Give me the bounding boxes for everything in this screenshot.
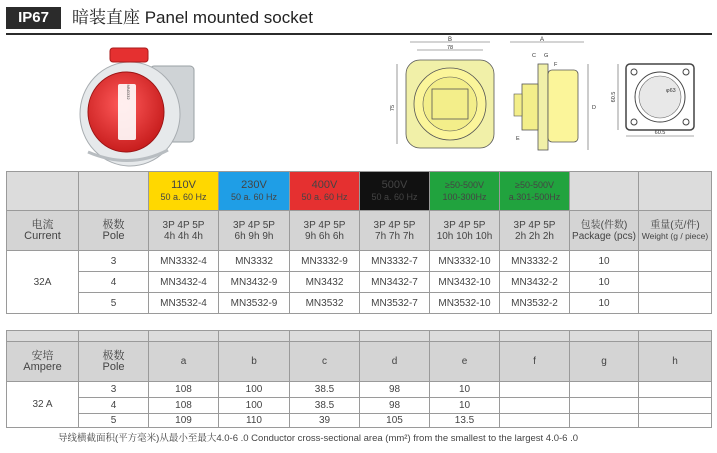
dim-value: 98 — [360, 398, 430, 414]
pole-value: 3 — [79, 251, 149, 272]
pole-header: 极数 Pole — [79, 211, 149, 251]
blank-cell — [79, 331, 149, 342]
front-view-drawing — [390, 36, 502, 154]
package-value: 10 — [570, 272, 639, 293]
pole-value: 3 — [79, 382, 149, 398]
dim-value: 100 — [219, 398, 290, 414]
dim-value: 108 — [149, 398, 219, 414]
product-code: MN3532-7 — [360, 293, 430, 314]
svg-text:75: 75 — [390, 104, 396, 112]
package-value: 10 — [570, 293, 639, 314]
weight-header: 重量(克/件) Weight (g / piece) — [639, 211, 712, 251]
package-header: 包装(件数) Package (pcs) — [570, 211, 639, 251]
dim-col-d: d — [360, 342, 430, 382]
blank-cell — [639, 331, 712, 342]
dim-value — [500, 414, 570, 428]
dim-value: 110 — [219, 414, 290, 428]
voltage-110v: 110V 50 a. 60 Hz — [149, 172, 219, 211]
footnote: 导线横截面积(平方毫米)从最小至最大4.0-6 .0 Conductor cross-sectional area (mm²) from the smallest to the largest 4.0-6 .0 — [58, 433, 579, 444]
table-row — [7, 398, 712, 414]
dim-value: 13.5 — [430, 414, 500, 428]
dim-value — [500, 398, 570, 414]
panel-cutout-drawing — [610, 56, 710, 142]
dim-value — [639, 382, 712, 398]
pole-header: 极数 Pole — [79, 342, 149, 382]
voltage-50-500v-high: ≥50-500V a.301-500Hz — [500, 172, 570, 211]
product-code-table — [6, 171, 712, 314]
blank-cell — [570, 331, 639, 342]
svg-text:60.5: 60.5 — [611, 91, 617, 103]
voltage-230v: 230V 50 a. 60 Hz — [219, 172, 290, 211]
package-value: 10 — [570, 251, 639, 272]
current-value: 32A — [7, 251, 79, 314]
table-row — [7, 251, 712, 272]
product-code: MN3532 — [290, 293, 360, 314]
dim-value: 109 — [149, 414, 219, 428]
blank-cell — [7, 331, 79, 342]
blank-cell — [149, 331, 219, 342]
table-row — [7, 293, 712, 314]
product-code: MN3432-4 — [149, 272, 219, 293]
product-code: MN3332-7 — [360, 251, 430, 272]
column-header-row — [7, 211, 712, 251]
dimension-header-row — [7, 342, 712, 382]
dim-value: 39 — [290, 414, 360, 428]
product-photo — [68, 40, 200, 170]
dim-value: 100 — [219, 382, 290, 398]
blank-cell — [7, 172, 79, 211]
side-view-drawing — [502, 36, 600, 154]
blank-cell — [500, 331, 570, 342]
svg-text:60.5: 60.5 — [654, 130, 666, 136]
blank-cell — [79, 172, 149, 211]
blank-cell — [570, 172, 639, 211]
pole-value: 5 — [79, 293, 149, 314]
blank-cell — [639, 172, 712, 211]
table-row — [7, 272, 712, 293]
product-code: MN3532-9 — [219, 293, 290, 314]
weight-value — [639, 272, 712, 293]
dim-value — [500, 382, 570, 398]
pins-header: 3P 4P 5P 7h 7h 7h — [360, 211, 430, 251]
dim-value: 38.5 — [290, 382, 360, 398]
product-code: MN3332-4 — [149, 251, 219, 272]
dim-col-f: f — [500, 342, 570, 382]
product-code: MN3532-10 — [430, 293, 500, 314]
product-code: MN3332-10 — [430, 251, 500, 272]
voltage-500v: 500V 50 a. 60 Hz — [360, 172, 430, 211]
product-code: MN3432 — [290, 272, 360, 293]
pole-value: 4 — [79, 272, 149, 293]
dim-value: 98 — [360, 382, 430, 398]
blank-cell — [219, 331, 290, 342]
svg-text:E: E — [516, 136, 520, 142]
dim-value — [639, 414, 712, 428]
dim-col-e: e — [430, 342, 500, 382]
product-code: MN3432-2 — [500, 272, 570, 293]
svg-text:78: 78 — [446, 45, 454, 51]
dim-value: 105 — [360, 414, 430, 428]
weight-value — [639, 251, 712, 272]
svg-text:G: G — [544, 53, 549, 59]
pins-header: 3P 4P 5P 2h 2h 2h — [500, 211, 570, 251]
svg-text:D: D — [592, 105, 596, 111]
dim-value: 108 — [149, 382, 219, 398]
dim-value: 10 — [430, 382, 500, 398]
pins-header: 3P 4P 5P 10h 10h 10h — [430, 211, 500, 251]
product-code: MN3532-2 — [500, 293, 570, 314]
product-code: MN3332 — [219, 251, 290, 272]
weight-value — [639, 293, 712, 314]
svg-text:C: C — [532, 53, 536, 59]
voltage-header-row — [7, 172, 712, 211]
dim-col-g: g — [570, 342, 639, 382]
pins-header: 3P 4P 5P 6h 9h 9h — [219, 211, 290, 251]
ampere-header: 安培 Ampere — [7, 342, 79, 382]
pins-header: 3P 4P 5P 9h 6h 6h — [290, 211, 360, 251]
product-code: MN3432-9 — [219, 272, 290, 293]
spacer-row — [7, 331, 712, 342]
dim-col-c: c — [290, 342, 360, 382]
dim-value — [570, 398, 639, 414]
current-header: 电流 Current — [7, 211, 79, 251]
product-code: MN3332-9 — [290, 251, 360, 272]
dim-value: 10 — [430, 398, 500, 414]
dim-value — [570, 382, 639, 398]
svg-text:φ63: φ63 — [666, 88, 676, 94]
page-title: 暗装直座 Panel mounted socket — [72, 8, 313, 27]
ampere-value: 32 A — [7, 382, 79, 428]
dimension-table — [6, 330, 712, 428]
svg-text:A: A — [539, 37, 545, 43]
voltage-50-500v-low: ≥50-500V 100-300Hz — [430, 172, 500, 211]
svg-text:MN3332: MN3332 — [126, 84, 131, 100]
svg-text:B: B — [447, 37, 453, 43]
product-code: MN3432-10 — [430, 272, 500, 293]
blank-cell — [360, 331, 430, 342]
table-row — [7, 414, 712, 428]
pins-header: 3P 4P 5P 4h 4h 4h — [149, 211, 219, 251]
dim-value — [570, 414, 639, 428]
product-code: MN3432-7 — [360, 272, 430, 293]
ip-rating-badge: IP67 — [6, 7, 61, 29]
pole-value: 4 — [79, 398, 149, 414]
dim-col-h: h — [639, 342, 712, 382]
blank-cell — [290, 331, 360, 342]
dim-value — [639, 398, 712, 414]
dim-col-a: a — [149, 342, 219, 382]
pole-value: 5 — [79, 414, 149, 428]
title-divider — [6, 33, 712, 35]
dim-col-b: b — [219, 342, 290, 382]
dim-value: 38.5 — [290, 398, 360, 414]
blank-cell — [430, 331, 500, 342]
product-code: MN3532-4 — [149, 293, 219, 314]
table-row — [7, 382, 712, 398]
svg-text:F: F — [554, 62, 558, 68]
voltage-400v: 400V 50 a. 60 Hz — [290, 172, 360, 211]
product-code: MN3332-2 — [500, 251, 570, 272]
